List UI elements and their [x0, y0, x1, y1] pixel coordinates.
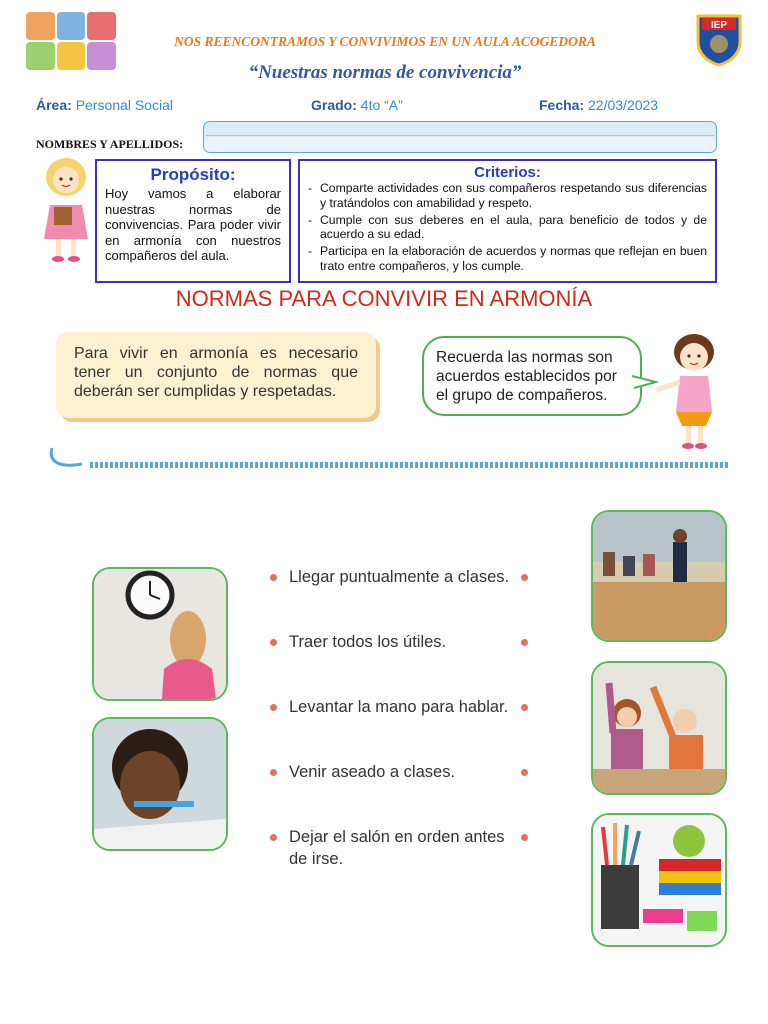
school-logo — [694, 12, 744, 66]
bullet-icon — [270, 574, 277, 581]
criterio-item: - Comparte actividades con sus compañeros respetando sus diferencias y tratándolos con amabilidad y respeto. — [308, 181, 707, 211]
norm-item: Llegar puntualmente a clases. — [270, 566, 519, 588]
area-field — [36, 97, 173, 113]
norm-item: Traer todos los útiles. — [270, 631, 519, 653]
clock-photo — [92, 567, 228, 701]
bullet-icon — [270, 834, 277, 841]
bullet-icon — [270, 639, 277, 646]
banner-title: NOS REENCONTRAMOS Y CONVIVIMOS EN UN AULA ACOGEDORA — [174, 34, 596, 49]
criterios-title: Criterios: — [474, 164, 541, 181]
match-dot[interactable] — [521, 574, 528, 581]
date-value: 22/03/2023 — [588, 97, 659, 113]
bullet-icon — [270, 769, 277, 776]
intro-box: Para vivir en armonía es necesario tener un conjunto de normas que deberán ser cumplidas y respetadas. — [56, 332, 376, 418]
match-dot[interactable] — [521, 704, 528, 711]
girl-reading-illustration — [36, 155, 96, 267]
classroom-photo — [591, 510, 727, 642]
area-value: Personal Social — [75, 97, 173, 113]
criterios-box — [298, 159, 717, 283]
grade-value: 4to “A” — [360, 97, 403, 113]
dotted-separator — [90, 462, 728, 468]
separator-curl — [46, 446, 86, 470]
kids-icons — [26, 12, 116, 70]
norm-item: Venir aseado a clases. — [270, 761, 519, 783]
proposito-box — [95, 159, 291, 283]
proposito-title: Propósito: — [150, 165, 236, 184]
school-supplies-photo — [591, 813, 727, 947]
bullet-icon — [270, 704, 277, 711]
area-label: Área: — [36, 97, 72, 113]
match-dot[interactable] — [521, 834, 528, 841]
main-heading: NORMAS PARA CONVIVIR EN ARMONÍA — [175, 286, 593, 311]
logo-text: IEP — [710, 20, 728, 31]
speech-bubble: Recuerda las normas son acuerdos establecidos por el grupo de compañeros. — [422, 336, 642, 416]
proposito-text: Hoy vamos a elaborar nuestras normas de convivencias. Para poder vivir en armonía con nuestros compañeros del aula. — [105, 186, 281, 263]
grade-label: Grado: — [311, 97, 357, 113]
girl-pointing-illustration — [650, 330, 730, 454]
names-input[interactable] — [203, 121, 717, 153]
norm-item: Levantar la mano para hablar. — [270, 696, 519, 718]
raising-hands-photo — [591, 661, 727, 795]
criterio-item: - Participa en la elaboración de acuerdos y normas que reflejan en buen trato entre compañeros, y los cumple. — [308, 244, 707, 274]
names-label: NOMBRES Y APELLIDOS: — [36, 137, 184, 151]
match-dot[interactable] — [521, 769, 528, 776]
criterios-list — [308, 181, 707, 274]
grade-field — [311, 97, 403, 113]
norm-item: Dejar el salón en orden antes de irse. — [270, 826, 519, 870]
match-dot[interactable] — [521, 639, 528, 646]
page-subtitle: “Nuestras normas de convivencia” — [248, 62, 522, 83]
date-field — [539, 97, 658, 113]
date-label: Fecha: — [539, 97, 585, 113]
child-brushing-teeth-photo — [92, 717, 228, 851]
criterio-item: - Cumple con sus deberes en el aula, para beneficio de todos y de acuerdo a su edad. — [308, 213, 707, 243]
